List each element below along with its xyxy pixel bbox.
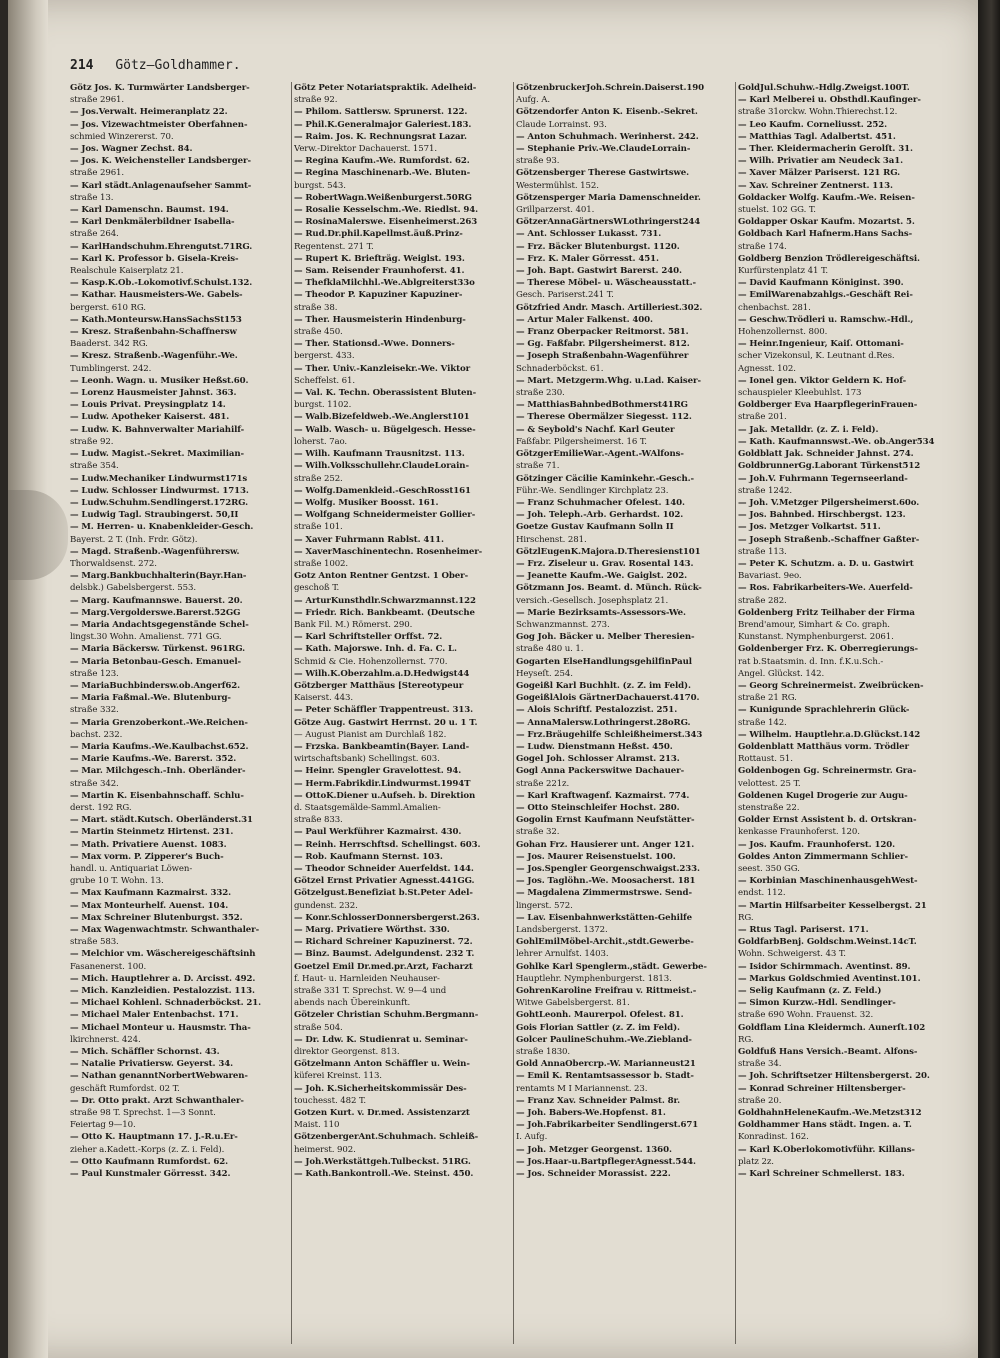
directory-entry: Götz Jos. K. Turmwärter Landsberger- straße 2961. [70, 83, 250, 106]
directory-column-1 [70, 82, 294, 1350]
directory-entry: Gogarten ElseHandlungsgehilfinPaul Heyseſt. 254. [516, 656, 692, 679]
directory-entry: — Marie Bezirksamts-Assessors-We. Schwanzmannst. 273. [516, 607, 686, 630]
directory-entry: GötzerAnnaGärtnersWLothringerst244 [516, 217, 701, 228]
directory-entry: — Jos.Verwalt. Heimeranplatz 22. [70, 107, 228, 118]
directory-entry: — Leonh. Wagn. u. Musiker Heßst.60. [70, 375, 249, 386]
directory-entry: — Franz Schuhmacher Ofelest. 140. [516, 497, 685, 508]
directory-entry: — Heinr.Ingenieur, Kaiſ. Ottomani- scher Vizekonsul, K. Leutnant d.Res. Agnesst. 102. [738, 339, 904, 374]
directory-entry: — Karl Damenschn. Baumst. 194. [70, 205, 229, 216]
directory-entry: — Theodor P. Kapuziner Kapuziner- straße 38. [294, 290, 463, 313]
directory-entry: GogeißlAlois GärtnerDachauerst.4170. [516, 693, 700, 704]
directory-entry: — Rtus Tagl. Pariserst. 171. [738, 925, 869, 936]
directory-entry: — AnnaMalersw.Lothringerst.28oRG. [516, 717, 691, 728]
directory-entry: — Marie Kaufms.-We. Barerst. 352. [70, 754, 237, 765]
page-gutter [8, 0, 48, 1358]
directory-entry: — Heinr. Spengler Gravelottest. 94. [294, 766, 462, 777]
directory-entry: — Ludw. K. Bahnverwalter Mariahilf- straße 92. [70, 424, 245, 447]
directory-entry: Götz Peter Notariatspraktik. Adelheid- straße 92. [294, 83, 477, 106]
directory-entry: — Peter K. Schutzm. a. D. u. Gastwirt Bavariast. 9eo. [738, 558, 914, 582]
directory-entry: — Martin Steinmetz Hirtenst. 231. [70, 827, 234, 838]
directory-entry: GohrenKaroline Freifrau v. Rittmeist.- Witwe Gabelsbergerst. 81. [516, 986, 697, 1009]
directory-entry: — Ther. Hausmeisterin Hindenburg- straße 450. [294, 314, 466, 338]
directory-entry: — Karl K. Professor b. Gisela-Kreis- Realschule Kaiserplatz 21. [70, 253, 239, 277]
directory-entry: Goldfuß Hans Versich.-Beamt. Alfons- straße 34. [738, 1047, 918, 1070]
directory-entry: — Mich. Kanzleidien. Pestalozzist. 113. [70, 986, 255, 997]
directory-entry: — Peter Schäffler Trappentreust. 313. [294, 705, 473, 716]
directory-entry: — Mart. Metzgerm.Whg. u.Lad. Kaiser- straße 230. [516, 375, 701, 399]
directory-entry: Gogolin Ernst Kaufmann Neufstätter- straße 32. [516, 815, 695, 838]
directory-entry: — Max vorm. P. Zipperer's Buch- handl. u. Antiquariat Löwen- grube 10 T. Wohn. 13. [70, 851, 224, 887]
directory-entry: — Selig Kaufmann (z. Z. Feld.) [738, 986, 882, 997]
directory-entry: — Phil.K.Generalmajor Galeriest.183. [294, 119, 472, 130]
directory-entry: Goldapper Oskar Kaufm. Mozartst. 5. [738, 217, 915, 228]
directory-entry: — Dr. Otto prakt. Arzt Schwanthaler- straße 98 T. Sprechst. 1—3 Sonnt. Feiertag 9—10. [70, 1095, 244, 1131]
directory-entry: Goldenblatt Matthäus vorm. Trödler Rottaust. 51. [738, 741, 909, 765]
directory-entry: GoldbrunnerGg.Laborant Türkenst512 [738, 461, 921, 472]
directory-entry: — Jak. Metalldr. (z. Z. i. Feld). [738, 424, 879, 435]
directory-entry: — Jos. Vizewachtmeister Oberfahnen- schmied Winzererst. 70. [70, 119, 248, 142]
column-divider [291, 82, 292, 1344]
directory-entry: — Karl Denkmälerbildner Isabella- straße 264. [70, 217, 235, 240]
directory-entry: Gogeißl Karl Buchhlt. (z. Z. im Feld). [516, 680, 691, 691]
directory-entry: — Karl städt.Anlagenaufseher Sammt- straße 13. [70, 180, 252, 203]
directory-entry: — Therese Möbel- u. Wäscheausstatt.- Gesch. Pariserst.241 T. [516, 278, 696, 301]
directory-entry: — Xav. Schreiner Zentnerst. 113. [738, 180, 893, 191]
directory-entry: — Wilh. Kaufmann Trausnitzst. 113. [294, 449, 465, 460]
directory-entry: — Nathan genanntNorbertWebwaren- geschäft Rumfordst. 02 T. [70, 1071, 248, 1094]
directory-entry: — Otto Kaufmann Rumfordst. 62. [70, 1156, 229, 1167]
directory-entry: — Joh. Babers-We.Hopfenst. 81. [516, 1108, 666, 1119]
directory-entry: — Raim. Jos. K. Rechnungsrat Lazar. Verw.-Direktor Dachauerst. 1571. [294, 131, 467, 155]
directory-entry: — Friedr. Rich. Bankbeamt. (Deutsche Bank Fil. M.) Römerst. 290. [294, 607, 475, 630]
directory-entry: Gois Florian Sattler (z. Z. im Feld). [516, 1022, 680, 1033]
directory-entry: — Wolfg. Musiker Boosst. 161. [294, 497, 439, 508]
directory-entry: Goldenbogen Gg. Schreinermstr. Gra- velottest. 25 T. [738, 766, 917, 789]
directory-entry: — Kath. Majorswe. Inh. d. Fa. C. L. Schmid & Cie. Hohenzollernst. 770. [294, 644, 457, 667]
directory-entry: Götzelmann Anton Schäffler u. Wein- küferei Kreinst. 113. [294, 1059, 470, 1082]
directory-entry: — Konrad Schreiner Hiltensberger- straße 20. [738, 1083, 906, 1106]
directory-entry: — Kath. Kaufmannswst.-We. ob.Anger534 [738, 436, 935, 447]
directory-entry: — Magd. Straßenb.-Wagenführersw. Thorwaldsenst. 272. [70, 546, 240, 569]
directory-entry: — Jos. Bahnbed. Hirschbergst. 123. [738, 510, 906, 521]
directory-entry: — Leo Kaufm. Corneliusst. 252. [738, 119, 888, 130]
directory-entry: — Rud.Dr.phil.Kapellmst.äuß.Prinz- Regentenst. 271 T. [294, 229, 463, 252]
directory-column-3 [516, 82, 740, 1350]
directory-entry: Goldes Anton Zimmermann Schlier- seest. 350 GG. [738, 851, 908, 874]
directory-entry: — Max Schreiner Blutenburgst. 352. [70, 912, 243, 923]
directory-entry: — Artur Maler Falkenst. 400. [516, 314, 653, 325]
directory-entry: — Rob. Kaufmann Sternst. 103. [294, 851, 443, 862]
directory-entry: — Therese Obermälzer Siegesst. 112. [516, 412, 692, 423]
directory-entry: Götzmann Jos. Beamt. d. Münch. Rück- versich.-Gesellsch. Josephsplatz 21. [516, 583, 702, 606]
directory-entry: — Ant. Schlosser Lukasst. 731. [516, 229, 662, 240]
directory-entry: — Lorenz Hausmeister Jahnst. 363. [70, 388, 237, 399]
directory-entry: — Kresz. Straßenb.-Wagenführ.-We. Tumblingerst. 242. [70, 351, 238, 374]
directory-entry: — Natalie Privatiersw. Geyerst. 34. [70, 1059, 233, 1070]
directory-entry: — Kathar. Hausmeisters-We. Gabels- bergerst. 610 RG. [70, 290, 243, 313]
directory-entry: GötzgerEmilieWar.-Agent.-WAlfons- straße 71. [516, 449, 684, 472]
directory-entry: — Isidor Schirmmach. Aventinst. 89. [738, 961, 911, 972]
directory-entry: — Frz. Ziseleur u. Grav. Rosental 143. [516, 558, 694, 569]
directory-entry: — Xaver Mälzer Pariserst. 121 RG. [738, 168, 901, 179]
directory-entry: — Lav. Eisenbahnwerkstätten-Gehilfe Landsbergerst. 1372. [516, 912, 692, 936]
directory-entry: — Jos. K. Weichensteller Landsberger- straße 2961. [70, 156, 251, 179]
directory-entry: — Maria Kaufms.-We.Kaulbachst.652. [70, 741, 249, 752]
directory-column-2 [294, 82, 518, 1350]
directory-entry: — Ludw. Dienstmann Heßst. 450. [516, 741, 673, 752]
directory-entry: — Max Wagenwachtmstr. Schwanthaler- straße 583. [70, 925, 260, 948]
directory-entry: — Franz Oberpacker Reitmorst. 581. [516, 327, 689, 338]
directory-entry: — Max Kaufmann Kazmairst. 332. [70, 888, 232, 899]
directory-entry: — Korbinian MaschinenhausgehWest- endst. 112. [738, 876, 918, 899]
directory-entry: Goldberger Eva HaarpflegerinFrauen- straße 201. [738, 400, 918, 423]
directory-entry: — Sam. Reisender Fraunhoferst. 41. [294, 266, 465, 277]
directory-entry: Götzeler Christian Schuhm.Bergmann- straße 504. [294, 1010, 479, 1033]
directory-entry: — Emil K. Rentamtsassessor b. Stadt- rentamts M I Mariannenst. 23. [516, 1071, 694, 1094]
directory-entry: — Walb.Bizefeldweb.-We.Anglerst101 [294, 412, 470, 423]
directory-entry: Golder Ernst Assistent b. d. Ortskran- kenkasse Fraunhoferst. 120. [738, 815, 917, 838]
directory-entry: GötzlEugenK.Majora.D.Theresienst101 [516, 546, 701, 557]
directory-entry: Goetze Gustav Kaufmann Solln II Hirschenst. 281. [516, 522, 674, 545]
directory-entry: Goldblatt Jak. Schneider Jahnst. 274. [738, 449, 914, 460]
directory-entry: — David Kaufmann Königinst. 390. [738, 278, 904, 289]
directory-entry: — Xaver Fuhrmann Rablst. 411. [294, 534, 444, 545]
directory-entry: Golcer PaulineSchuhm.-We.Ziebland- straße 1830. [516, 1034, 692, 1058]
directory-entry: — Regina Kaufm.-We. Rumfordst. 62. [294, 156, 470, 167]
directory-entry: — Jos. Maurer Reisenstuelst. 100. [516, 851, 676, 862]
directory-entry: — Ros. Fabrikarbeiters-We. Auerfeld- straße 282. [738, 583, 913, 606]
directory-entry: — Franz Xav. Schneider Palmst. 8r. [516, 1095, 681, 1106]
directory-entry: — Michael Monteur u. Hausmstr. Tha- lkirchnerst. 424. [70, 1022, 251, 1045]
directory-entry: — Val. K. Techn. Oberassistent Bluten- burgst. 1102. [294, 388, 477, 411]
directory-entry: — XaverMaschinentechn. Rosenheimer- straße 1002. [294, 546, 483, 569]
directory-entry: — Mich. Hauptlehrer a. D. Arcisst. 492. [70, 973, 256, 984]
directory-entry: — Konr.SchlosserDonnersbergerst.263. [294, 912, 480, 923]
directory-entry: Götzberger Matthäus [Stereotypeur Kaiserst. 443. [294, 680, 464, 704]
directory-entry: — M. Herren- u. Knabenkleider-Gesch. Bayerst. 2 T. (Inh. Frdr. Götz). [70, 522, 254, 545]
directory-entry: — Philom. Sattlersw. Sprunerst. 122. [294, 107, 468, 118]
directory-entry: — RosinaMalerswe. Eisenheimerst.263 [294, 217, 478, 228]
directory-entry: GötzenbergerAnt.Schuhmach. Schleiß- heimerst. 902. [294, 1132, 479, 1155]
column-divider [735, 82, 736, 1344]
directory-entry: Gotz Anton Rentner Gentzst. 1 Ober- geschoß T. [294, 571, 469, 594]
directory-entry: — Jeanette Kaufm.-We. Gaiglst. 202. [516, 571, 688, 582]
directory-entry: — RobertWagn.Weißenburgerst.50RG [294, 192, 472, 203]
directory-entry: — Ludwig Tagl. Straubingerst. 50,II [70, 510, 239, 521]
directory-entry: — EmilWarenabzahlgs.-Geschäft Rei- chenbachst. 281. [738, 290, 913, 313]
directory-entry: — Jos. Kaufm. Fraunhoferst. 120. [738, 839, 896, 850]
directory-entry: Götzinger Cäcilie Kaminkehr.-Gesch.- Führ.-We. Sendlinger Kirchplatz 23. [516, 473, 695, 496]
directory-entry: — Wolfgang Schneidermeister Gollier- straße 101. [294, 510, 476, 533]
directory-entry: Götzensperger Maria Damenschneider. Grillparzerst. 401. [516, 192, 701, 216]
directory-entry: — Alois Schriftf. Pestalozzist. 251. [516, 705, 678, 716]
directory-entry: — Jos. Metzger Volkartst. 511. [738, 522, 881, 533]
directory-entry: — Joh.Fabrikarbeiter Sendlingerst.671 I. Aufg. [516, 1120, 699, 1143]
directory-entry: — Markus Goldschmied Aventinst.101. [738, 973, 921, 984]
directory-entry: — Binz. Baumst. Adelgundenst. 232 T. [294, 949, 475, 960]
directory-entry: — Regina Maschinenarb.-We. Bluten- burgst. 543. [294, 168, 471, 191]
directory-entry: Goldbach Karl Hafnerm.Hans Sachs- straße 174. [738, 229, 913, 252]
directory-entry: Goldflam Lina Kleidermch. Aunerſt.102 RG. [738, 1022, 926, 1045]
directory-page [8, 0, 986, 1358]
directory-entry: — Joh. V.Metzger Pilgersheimerst.60o. [738, 497, 920, 508]
directory-entry: — Kresz. Straßenbahn-Schaffnersw Baaderst. 342 RG. [70, 327, 237, 350]
page-number: 214 [70, 58, 94, 73]
directory-entry: — Karl Schriftsteller Orffst. 72. [294, 632, 443, 643]
directory-column-4 [738, 82, 986, 1350]
directory-entry: — Michael Kohlenl. Schnaderböckst. 21. [70, 998, 262, 1009]
directory-entry: — Maria Faßmal.-We. Blutenburg- straße 332. [70, 693, 231, 716]
directory-entry: — Ludw.Schuhm.Sendlingerst.172RG. [70, 497, 248, 508]
directory-entry: — Marg.Bankbuchhalterin(Bayr.Han- delsbk.) Gabelsbergerst. 553. [70, 571, 247, 594]
directory-entry: — Joh. K.Sicherheitskommissär Des- touchesst. 482 T. [294, 1083, 467, 1106]
directory-entry: — Frz. K. Maler Görresst. 451. [516, 253, 659, 264]
directory-entry: Gotzen Kurt. v. Dr.med. Assistenzarzt Maist. 110 [294, 1108, 470, 1131]
directory-entry: — Paul Werkführer Kazmairst. 430. [294, 827, 462, 838]
directory-entry: — Kath.Bankontroll.-We. Steinst. 450. [294, 1169, 474, 1180]
directory-entry: — OttoK.Diener u.Aufseh. b. Direktion d. Staatsgemälde-Samml.Amalien- straße 833. [294, 790, 476, 826]
directory-entry: — Otto Steinschleifer Hochst. 280. [516, 802, 680, 813]
directory-entry: — Maria Grenzoberkont.-We.Reichen- bachst. 232. [70, 717, 248, 740]
directory-entry: Gogel Joh. Schlosser Alramst. 213. [516, 754, 680, 765]
directory-entry: Gohlke Karl Spenglerm.,städt. Gewerbe- Hauptlehr. Nymphenburgerst. 1813. [516, 961, 707, 984]
directory-entry: — Ther. Kleidermacherin Gerolſt. 31. [738, 144, 913, 155]
directory-entry: — Karl Kraftwagenf. Kazmairst. 774. [516, 790, 690, 801]
directory-entry: — Dr. Ldw. K. Studienrat u. Seminar- direktor Georgenst. 813. [294, 1034, 468, 1058]
directory-entry: — Rupert K. Briefträg. Weiglst. 193. [294, 253, 465, 264]
directory-entry: — Ther. Univ.-Kanzleisekr.-We. Viktor Scheffelst. 61. [294, 363, 471, 386]
directory-entry: — Maria Betonbau-Gesch. Emanuel- straße 123. [70, 656, 242, 679]
directory-entry: — Mart. städt.Kutsch. Oberländerst.31 [70, 815, 253, 826]
directory-entry: Götze Aug. Gastwirt Herrnst. 20 u. 1 T. — August Pianist am Durchlaß 182. [294, 717, 478, 740]
directory-entry: — Karl Melberei u. Obsthdl.Kaufinger- straße 31orckw. Wohn.Thierechst.12. [738, 95, 921, 118]
directory-entry: — Herm.Fabrikdir.Lindwurmst.1994T [294, 778, 471, 789]
book-edge [978, 0, 1000, 1358]
directory-entry: — Joh.Werkstättgeh.Tulbeckst. 51RG. [294, 1156, 471, 1167]
directory-entry: Goldenen Kugel Drogerie zur Augu- stenstraße 22. [738, 790, 908, 813]
directory-entry: — Martin Hilfsarbeiter Kesselbergst. 21 RG. [738, 900, 927, 923]
directory-entry: — Wilh.Volksschullehr.ClaudeLorain- straße 252. [294, 461, 469, 484]
directory-entry: — Joh. Bapt. Gastwirt Barerst. 240. [516, 266, 682, 277]
directory-entry: — Richard Schreiner Kapuzinerst. 72. [294, 937, 473, 948]
directory-entry: — Frzska. Bankbeamtin(Bayer. Land- wirtschaftsbank) Schellingst. 603. [294, 741, 470, 765]
directory-entry: Gold AnnaObercrp.-W. Marianneust21 [516, 1059, 696, 1070]
directory-entry: — Magdalena Zimmermstrswe. Send- lingerst. 572. [516, 888, 692, 911]
directory-entry: — Kasp.K.Ob.-Lokomotivf.Schulst.132. [70, 278, 253, 289]
column-divider [513, 82, 514, 1344]
directory-entry: — Marg. Kaufmannswe. Bauerst. 20. [70, 595, 243, 606]
page-header [70, 58, 970, 80]
directory-entry: Goldhammer Hans städt. Ingen. a. T. Konradinst. 162. [738, 1120, 912, 1143]
directory-entry: — Wilh.K.Oberzahlm.a.D.Hedwigst44 [294, 668, 470, 679]
directory-entry: — Joh. Teleph.-Arb. Gerhardst. 102. [516, 510, 684, 521]
directory-entry: — KarlHandschuhm.Ehrengutst.71RG. [70, 241, 253, 252]
directory-entry: — Joh.V. Fuhrmann Tegernseerland- straße 1242. [738, 473, 908, 496]
directory-entry: — Joh. Metzger Georgenst. 1360. [516, 1144, 672, 1155]
directory-entry: Götzensberger Therese Gastwirtswe. Westermühlst. 152. [516, 168, 690, 191]
directory-entry: — Paul Kunstmaler Görresst. 342. [70, 1169, 231, 1180]
directory-entry: — Marg.Vergolderswe.Barerst.52GG [70, 607, 241, 618]
directory-entry: — Stephanie Priv.-We.ClaudeLorrain- straße 93. [516, 144, 691, 167]
directory-entry: — Maria Andachtsgegenstände Schel- lingst.30 Wohn. Amalienst. 771 GG. [70, 619, 249, 643]
directory-entry: Götzelgust.Benefiziat b.St.Peter Adel- gundenst. 232. [294, 888, 473, 911]
directory-entry: — Anton Schuhmach. Werinherst. 242. [516, 131, 699, 142]
directory-entry: — & Seybold's Nachf. Karl Geuter Faßfabr. Pilgersheimerst. 16 T. [516, 424, 675, 447]
directory-entry: — Theodor Schneider Auerfeldst. 144. [294, 864, 474, 874]
directory-entry: GohlEmilMöbel-Archit.,stdt.Gewerbe- lehrer Arnulfst. 1403. [516, 937, 694, 960]
directory-entry: — Gg. Faßfabr. Pilgersheimerst. 812. [516, 339, 690, 350]
directory-entry: — Kunigunde Sprachlehrerin Glück- straße 142. [738, 705, 910, 728]
directory-entry: — Wilhelm. Hauptlehr.a.D.Glückst.142 [738, 729, 921, 740]
directory-entry: — Matthias Tagl. Adalbertst. 451. [738, 131, 896, 142]
directory-entry: — Ionel gen. Viktor Geldern K. Hof- schauspieler Kleebuhlst. 173 [738, 375, 907, 399]
directory-entry: — Mar. Milchgesch.-Inh. Oberländer- straße 342. [70, 766, 246, 789]
directory-entry: Götzfried Andr. Masch. Artilleriest.302. [516, 302, 703, 313]
directory-entry: Gohan Frz. Hausierer unt. Anger 121. [516, 839, 695, 850]
directory-entry: — Jos. Schneider Morassist. 222. [516, 1169, 671, 1180]
directory-entry: Goldenberger Frz. K. Oberregierungs- rat b.Staatsmin. d. Inn. f.K.u.Sch.- Angel. Glückst. 142. [738, 644, 918, 679]
directory-entry: — Ludw. Magist.-Sekret. Maximilian- straße 354. [70, 449, 244, 472]
directory-entry: — Wolfg.Damenkleid.-GeschRosst161 [294, 485, 471, 496]
directory-entry: — Georg Schreinermeist. Zweibrücken- straße 21 RG. [738, 680, 924, 704]
directory-entry: — Joseph Straßenbahn-Wagenführer Schnaderböckst. 61. [516, 351, 689, 374]
directory-entry: Goldberg Benzion Trödlereigeschäftsi. Kurfürstenplatz 41 T. [738, 253, 920, 277]
directory-entry: — Karl K.Oberlokomotivführ. Killans- platz 2z. [738, 1144, 915, 1167]
directory-entry: — Martin K. Eisenbahnschaff. Schlu- derst. 192 RG. [70, 790, 244, 813]
directory-entry: — Walb. Wasch- u. Bügelgesch. Hesse- loherst. 7ao. [294, 424, 476, 447]
directory-entry: — MariaBuchbindersw.ob.Angerf62. [70, 680, 241, 691]
directory-entry: GoldfarbBenj. Goldschm.Weinst.14cT. Wohn. Schweigerst. 43 T. [738, 937, 917, 960]
directory-entry: Götzel Ernst Privatier Agnesst.441GG. [294, 876, 475, 887]
directory-entry: — Joseph Straßenb.-Schaffner Gaßter- straße 113. [738, 534, 920, 557]
directory-entry: — Frz. Bäcker Blutenburgst. 1120. [516, 241, 680, 252]
directory-entry: — ArturKunsthdlr.Schwarzmannst.122 [294, 595, 476, 606]
directory-entry: — Ludw. Apotheker Kaiserst. 481. [70, 412, 230, 423]
directory-entry: — Jos.Spengler Georgenschwaigst.233. [516, 864, 700, 874]
directory-entry: — Michael Maler Entenbachst. 171. [70, 1010, 239, 1021]
directory-entry: — Marg. Privatiere Wörthst. 330. [294, 925, 450, 936]
directory-entry: GohtLeonh. Maurerpol. Ofelest. 81. [516, 1010, 684, 1021]
directory-entry: — Karl Schreiner Schmellerst. 183. [738, 1169, 905, 1180]
directory-entry: — Melchior vm. Wäschereigeschäftsinh Fasanenerst. 100. [70, 949, 256, 972]
directory-entry: GoldJul.Schuhw.-Hdlg.Zweigst.100T. [738, 83, 910, 93]
directory-entry: — ThefklaMilchhl.-We.Ablgreiterst33o [294, 278, 475, 289]
directory-entry: — Simon Kurzw.-Hdl. Sendlinger- straße 690 Wohn. Frauenst. 32. [738, 998, 896, 1021]
directory-entry: — Jos. Wagner Zechst. 84. [70, 144, 193, 155]
directory-entry: — Mich. Schäffler Schornst. 43. [70, 1047, 220, 1058]
directory-entry: — MatthiasBahnbedBothmerst41RG [516, 400, 688, 411]
directory-entry: Goldacker Wolfg. Kaufm.-We. Reisen- stuelst. 102 GG. T. [738, 192, 915, 216]
directory-entry: — Max Monteurhelf. Auenst. 104. [70, 900, 229, 911]
directory-entry: — Jos.Haar-u.BartpflegerAgnesst.544. [516, 1156, 696, 1167]
directory-entry: Götzendorfer Anton K. Eisenb.-Sekret. Claude Lorrainst. 93. [516, 107, 698, 130]
directory-entry: — Kath.Monteursw.HansSachsSt153 [70, 314, 242, 325]
directory-entry: — Joh. Schriftsetzer Hiltensbergerst. 20. [738, 1071, 930, 1082]
directory-entry: — Jos. Taglöhn.-We. Moosacherst. 181 [516, 876, 696, 887]
directory-entry: — Ludw.Mechaniker Lindwurmst171s [70, 473, 248, 484]
directory-entry: — Frz.Bräugehilfe Schleißheimerst.343 [516, 729, 703, 740]
binding-clip-shadow [8, 490, 68, 580]
directory-entry: Goetzel Emil Dr.med.pr.Arzt, Facharzt f. Haut- u. Harnleiden Neuhauser- straße 331 T. Sprechst. W. 9—4 und abends nach Übereinkunft. [294, 961, 473, 1009]
directory-entry: Goldenberg Fritz Teilhaber der Firma Brend'amour, Simhart & Co. graph. Kunstanst. Nymphenburgerst. 2061. [738, 607, 915, 643]
running-head: Götz—Goldhammer. [115, 58, 241, 73]
directory-entry: — Wilh. Privatier am Neudeck 3a1. [738, 156, 903, 167]
directory-entry: — Rosalie Kesselschm.-We. Riedlst. 94. [294, 205, 479, 216]
directory-entry: — Otto K. Hauptmann 17. J.-R.u.Er- zieher a.Kadett.-Korps (z. Z. i. Feld). [70, 1132, 238, 1155]
directory-entry: — Math. Privatiere Auenst. 1083. [70, 839, 227, 850]
directory-entry: — Louis Privat. Preysingplatz 14. [70, 400, 226, 411]
directory-entry: — Ludw. Schlosser Lindwurmst. 1713. [70, 485, 249, 496]
directory-entry: GoldhahnHeleneKaufm.-We.Metzst312 [738, 1108, 922, 1119]
directory-entry: — Ther. Stationsd.-Wwe. Donners- bergerst. 433. [294, 339, 455, 362]
directory-entry: — Reinh. Herrschftsd. Schellingst. 603. [294, 839, 481, 850]
directory-entry: Gog Joh. Bäcker u. Melber Theresien- straße 480 u. 1. [516, 632, 695, 655]
directory-entry: — Maria Bäckersw. Türkenst. 961RG. [70, 644, 246, 655]
directory-entry: — Geschw.Trödleri u. Ramschw.-Hdl., Hohenzollernst. 800. [738, 314, 914, 338]
directory-entry: GötzenbruckerJoh.Schrein.Daiserst.190 Aufg. A. [516, 83, 704, 106]
directory-entry: Gogl Anna Packerswitwe Dachauer- straße 221z. [516, 766, 685, 789]
